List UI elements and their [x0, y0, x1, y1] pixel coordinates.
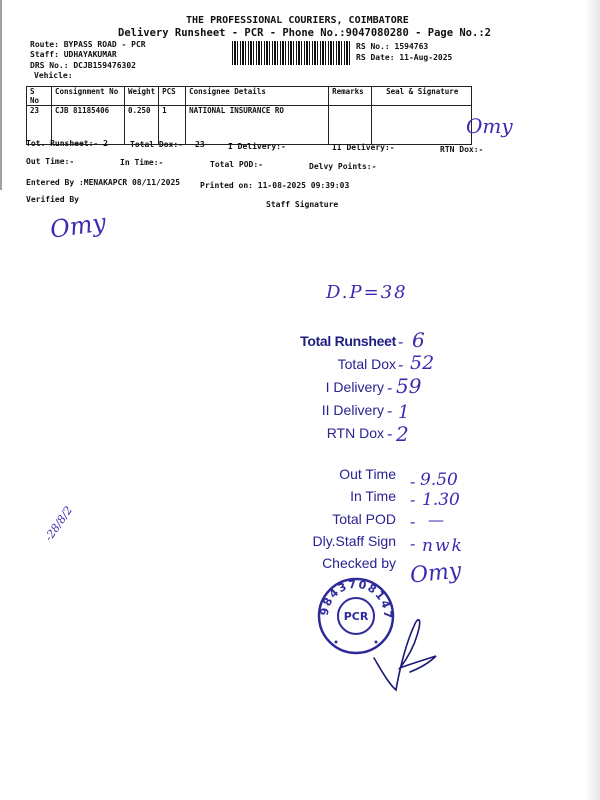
col-remarks: Remarks	[329, 87, 372, 106]
verified-by: Verified By	[26, 195, 79, 204]
verified-initials: Omy	[48, 208, 108, 244]
col-consignment: Consignment No	[52, 87, 125, 106]
tally-label-ii-delivery: II Delivery	[321, 402, 384, 418]
cell-sno: 23	[27, 106, 52, 145]
staff: Staff: UDHAYAKUMAR	[30, 50, 117, 59]
side-note: -28/8/2	[42, 503, 76, 544]
staff-signature: Staff Signature	[266, 200, 339, 209]
delvy-points: Delvy Points:-	[309, 162, 377, 171]
cell-seal	[372, 106, 472, 145]
tally-label-checked-by: Checked by	[322, 555, 396, 571]
tally-value-rtn-dox: 2	[396, 422, 409, 446]
tally-label-i-delivery: I Delivery	[325, 379, 384, 395]
seal-signature-initials: Omy	[466, 114, 513, 138]
tally-sep-3: -	[387, 401, 393, 420]
col-sno: S No	[27, 87, 52, 106]
dp-note: D.P=38	[326, 282, 408, 303]
cell-pcs: 1	[159, 106, 186, 145]
tot-runsheet: Tot. Runsheet:- 2	[26, 139, 108, 148]
route: Route: BYPASS ROAD - PCR	[30, 40, 146, 49]
tally-label-total-pod: Total POD	[332, 511, 396, 527]
tally-sep-6: -	[410, 490, 416, 509]
tally-sep-7: -	[410, 512, 416, 531]
printed-on: Printed on: 11-08-2025 09:39:03	[200, 181, 350, 190]
rtn-dox: RTN Dox:-	[440, 145, 484, 154]
tally-label-rtn-dox: RTN Dox	[326, 425, 384, 441]
tally-sep-4: -	[387, 424, 393, 443]
tally-value-in-time: 1.30	[422, 490, 460, 510]
col-seal: Seal & Signature	[372, 87, 472, 106]
ii-delivery: II Delivery:-	[332, 143, 395, 152]
out-time: Out Time:-	[26, 157, 75, 166]
page-edge	[0, 0, 2, 190]
tally-value-total-pod: —	[428, 510, 444, 529]
i-delivery: I Delivery:-	[228, 142, 286, 151]
cell-consignee: NATIONAL INSURANCE RO	[186, 106, 329, 145]
stamp-ring-text: 9843708147	[317, 577, 395, 620]
tally-sep-2: -	[387, 378, 393, 397]
cell-weight: 0.250	[125, 106, 159, 145]
consignment-table	[26, 86, 472, 145]
col-pcs: PCS	[159, 87, 186, 106]
tally-value-ii-delivery: 1	[398, 402, 410, 423]
tally-value-checked-by: Omy	[408, 558, 463, 589]
tally-sep-1: -	[398, 355, 404, 374]
tally-label-in-time: In Time	[350, 488, 396, 504]
tally-value-total-dox: 52	[410, 352, 435, 374]
tally-label-dly-staff-sign: Dly.Staff Sign	[312, 533, 396, 549]
total-dox-label: Total Dox:-	[130, 140, 183, 149]
tally-label-out-time: Out Time	[339, 466, 396, 482]
col-consignee: Consignee Details	[186, 87, 329, 106]
barcode	[232, 41, 350, 65]
company-name: THE PROFESSIONAL COURIERS, COIMBATORE	[186, 15, 409, 26]
tally-sep-0: -	[398, 332, 404, 351]
total-dox-value: 23	[195, 140, 205, 149]
tally-value-out-time: 9.50	[420, 470, 458, 490]
cell-consignment: CJB 81185406	[52, 106, 125, 145]
rs-number: RS No.: 1594763	[356, 42, 429, 51]
rs-date: RS Date: 11-Aug-2025	[356, 53, 453, 62]
tally-sep-5: -	[410, 472, 416, 491]
tally-label-total-runsheet: Total Runsheet	[300, 333, 396, 349]
vehicle: Vehicle:	[34, 71, 73, 80]
signature-scribble	[370, 598, 450, 698]
in-time: In Time:-	[120, 158, 164, 167]
col-weight: Weight	[125, 87, 159, 106]
entered-by: Entered By :MENAKAPCR 08/11/2025	[26, 178, 181, 187]
tally-label-total-dox: Total Dox	[337, 356, 396, 372]
scan-shadow	[584, 0, 600, 800]
drs-number: DRS No.: DCJB159476302	[30, 61, 136, 70]
cell-remarks	[329, 106, 372, 145]
tally-sep-8: -	[410, 534, 416, 553]
tally-value-i-delivery: 59	[396, 374, 422, 398]
runsheet-title: Delivery Runsheet - PCR - Phone No.:9047080280 - Page No.:2	[118, 27, 491, 39]
table-header-row	[27, 87, 472, 106]
total-pod: Total POD:-	[210, 160, 263, 169]
stamp-center-text: PCR	[343, 610, 369, 623]
tally-value-total-runsheet: 6	[412, 328, 425, 352]
tally-value-dly-staff-sign: nwk	[422, 536, 464, 556]
